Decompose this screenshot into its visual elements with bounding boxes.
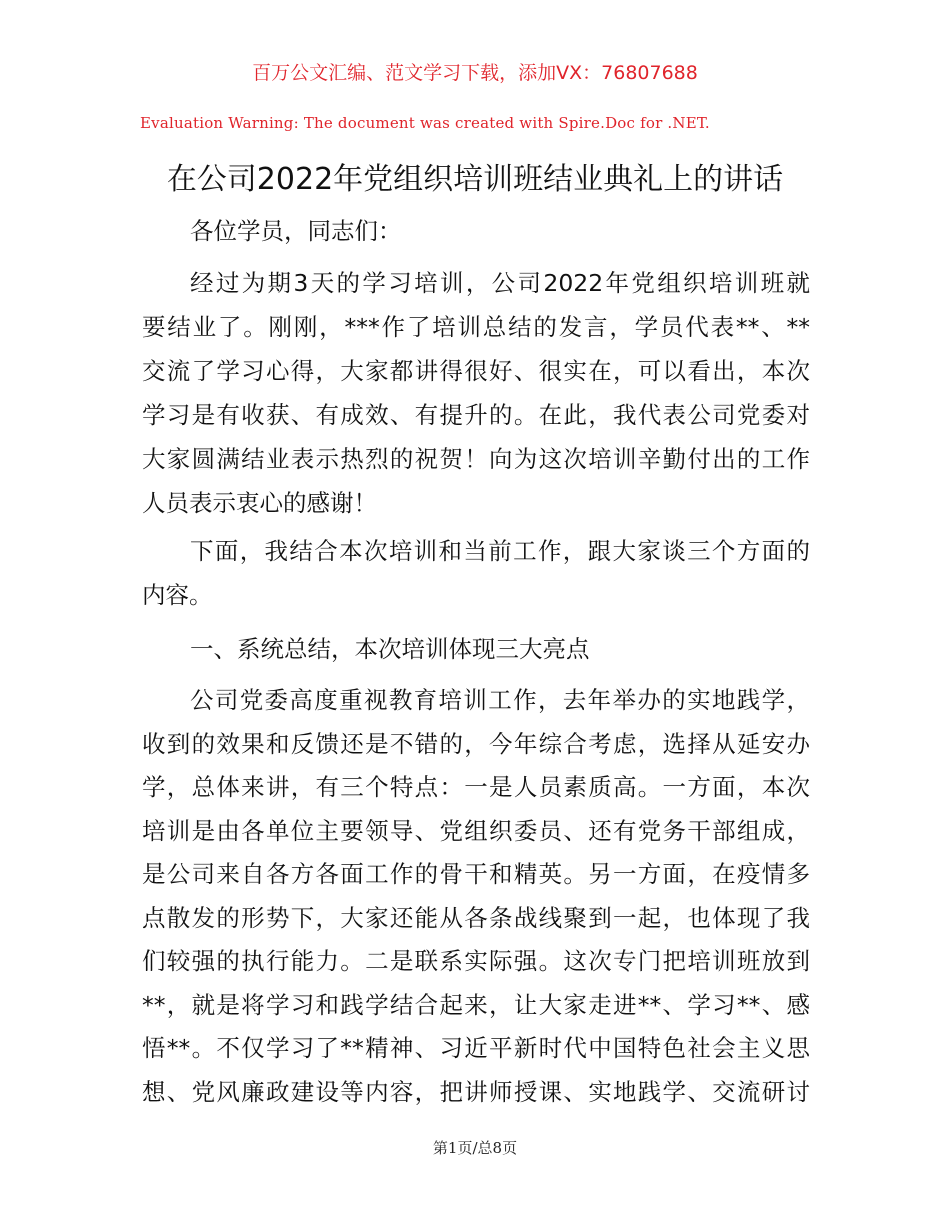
paragraph-first-line: 经过为期3天的学习培训，公司2022年党组织培训班就 bbox=[190, 269, 810, 297]
document-title: 在公司2022年党组织培训班结业典礼上的讲话 bbox=[166, 162, 784, 197]
paragraph-line: 想、党风廉政建设等内容，把讲师授课、实地践学、交流研讨 bbox=[142, 1078, 810, 1106]
paragraph-line: 们较强的执行能力。二是联系实际强。这次专门把培训班放到 bbox=[142, 947, 810, 975]
paragraph-first-line: 一、系统总结，本次培训体现三大亮点 bbox=[190, 635, 590, 663]
paragraph-line: 大家圆满结业表示热烈的祝贺！向为这次培训辛勤付出的工作 bbox=[142, 445, 810, 473]
download-banner: 百万公文汇编、范文学习下载，添加VX：76807688 bbox=[252, 62, 698, 84]
page-indicator: 第1页/总8页 bbox=[432, 1139, 518, 1157]
paragraph-line: 点散发的形势下，大家还能从各条战线聚到一起，也体现了我 bbox=[142, 904, 810, 932]
paragraph-line: 交流了学习心得，大家都讲得很好、很实在，可以看出，本次 bbox=[142, 357, 810, 385]
paragraph-line: 是公司来自各方各面工作的骨干和精英。另一方面，在疫情多 bbox=[142, 860, 810, 888]
paragraph-line: 学，总体来讲，有三个特点：一是人员素质高。一方面，本次 bbox=[142, 773, 810, 801]
paragraph-line: 要结业了。刚刚，***作了培训总结的发言，学员代表**、** bbox=[142, 313, 810, 341]
evaluation-warning: Evaluation Warning: The document was created with Spire.Doc for .NET. bbox=[140, 114, 710, 132]
paragraph-line: 内容。 bbox=[142, 581, 213, 609]
paragraph-line: 培训是由各单位主要领导、党组织委员、还有党务干部组成， bbox=[142, 817, 810, 845]
paragraph-first-line: 公司党委高度重视教育培训工作，去年举办的实地践学， bbox=[190, 686, 810, 714]
paragraph-line: **，就是将学习和践学结合起来，让大家走进**、学习**、感 bbox=[142, 991, 810, 1019]
paragraph-first-line: 各位学员，同志们： bbox=[190, 217, 402, 245]
paragraph-first-line: 下面，我结合本次培训和当前工作，跟大家谈三个方面的 bbox=[190, 537, 810, 565]
paragraph-line: 收到的效果和反馈还是不错的，今年综合考虑，选择从延安办 bbox=[142, 730, 810, 758]
paragraph-line: 人员表示衷心的感谢！ bbox=[142, 489, 377, 517]
paragraph-line: 学习是有收获、有成效、有提升的。在此，我代表公司党委对 bbox=[142, 401, 810, 429]
paragraph-line: 悟**。不仅学习了**精神、习近平新时代中国特色社会主义思 bbox=[142, 1034, 810, 1062]
